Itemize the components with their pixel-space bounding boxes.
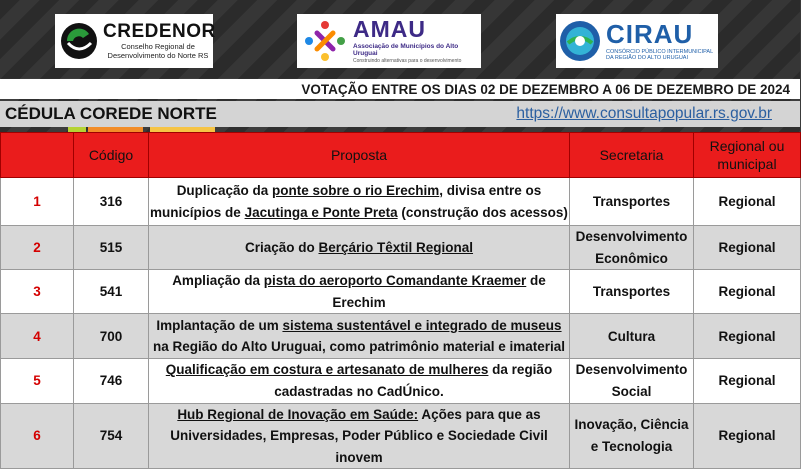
proposal-text: Ampliação da — [172, 273, 264, 289]
proposal-text: na Região do Alto Uruguai, como patrimônio material e imaterial — [152, 339, 566, 355]
proposal-highlight: Qualificação em costura e artesanato de mulheres — [165, 362, 489, 378]
header-proposal: Proposta — [149, 133, 570, 178]
header-secretariat: Secretaria — [570, 133, 694, 178]
row-number: 6 — [1, 403, 74, 469]
proposal-text: , divisa entre os municípios de — [150, 182, 542, 220]
proposal-text: (construção dos acessos) — [397, 204, 568, 220]
table-header-row — [1, 133, 801, 178]
ballot-title-band — [0, 101, 800, 127]
row-proposal — [149, 403, 570, 469]
amau-tagline: Construindo alternativas para o desenvolvimento — [353, 58, 462, 64]
row-proposal — [149, 359, 570, 403]
row-scope: Regional — [694, 178, 801, 226]
row-secretariat: Inovação, Ciência e Tecnologia — [570, 403, 694, 469]
credenor-name: CREDENOR — [103, 20, 216, 42]
proposal-highlight: sistema sustentável e integrado de museus — [282, 317, 562, 333]
row-scope: Regional — [694, 314, 801, 359]
row-proposal — [149, 314, 570, 359]
amau-logo — [297, 14, 481, 68]
proposal-highlight: ponte sobre o rio Erechim — [271, 182, 440, 198]
credenor-emblem-icon — [59, 21, 99, 61]
row-secretariat: Cultura — [570, 314, 694, 359]
amau-name: AMAU — [353, 16, 426, 42]
proposal-text: da região cadastradas no CadÚnico. — [274, 362, 553, 399]
row-number: 1 — [1, 178, 74, 226]
row-secretariat: Desenvolvimento Social — [570, 359, 694, 403]
row-scope: Regional — [694, 226, 801, 270]
row-secretariat: Transportes — [570, 270, 694, 314]
amau-people-icon — [303, 19, 347, 63]
proposal-highlight: Jacutinga e Ponte Preta — [244, 204, 398, 220]
row-number: 5 — [1, 359, 74, 403]
row-scope: Regional — [694, 270, 801, 314]
row-code: 754 — [74, 403, 149, 469]
table-row[interactable] — [1, 359, 801, 403]
row-secretariat: Transportes — [570, 178, 694, 226]
voting-period-text: VOTAÇÃO ENTRE OS DIAS 02 DE DEZEMBRO A 06 DE DEZEMBRO DE 2024 — [301, 81, 790, 97]
cirau-subtitle: CONSÓRCIO PÚBLICO INTERMUNICIPAL DA REGIÃO DO ALTO URUGUAI — [606, 48, 713, 61]
proposal-text: Duplicação da — [176, 182, 272, 198]
voting-period-band — [0, 79, 800, 99]
proposal-text: Implantação de um — [156, 317, 283, 333]
proposal-highlight: Hub Regional de Inovação em Saúde: — [177, 406, 419, 422]
website-link[interactable]: https://www.consultapopular.rs.gov.br — [516, 105, 772, 122]
row-scope: Regional — [694, 403, 801, 469]
row-proposal — [149, 226, 570, 270]
table-row[interactable] — [1, 226, 801, 270]
proposal-highlight: Berçário Têxtil Regional — [318, 239, 474, 255]
row-code: 316 — [74, 178, 149, 226]
proposal-highlight: pista do aeroporto Comandante Kraemer — [263, 273, 527, 289]
row-proposal — [149, 270, 570, 314]
proposal-text: Ações para que as Universidades, Empresas, Poder Público e Sociedade Civil inovem — [170, 406, 548, 465]
credenor-subtitle: Conselho Regional de Desenvolvimento do Norte RS — [107, 41, 209, 60]
amau-subtitle: Associação de Municípios do Alto Uruguai — [353, 43, 459, 57]
proposal-text: de Erechim — [332, 273, 546, 310]
cirau-globe-icon — [558, 19, 602, 63]
row-number: 2 — [1, 226, 74, 270]
header-code: Código — [74, 133, 149, 178]
header-scope: Regional ou municipal — [694, 133, 801, 178]
row-code: 541 — [74, 270, 149, 314]
row-code: 746 — [74, 359, 149, 403]
proposal-text: Criação do — [244, 239, 319, 255]
table-row[interactable] — [1, 314, 801, 359]
row-proposal — [149, 178, 570, 226]
ballot-title: CÉDULA COREDE NORTE — [5, 104, 217, 123]
cirau-logo — [556, 14, 718, 68]
table-row[interactable] — [1, 178, 801, 226]
table-row[interactable] — [1, 403, 801, 469]
table-row[interactable] — [1, 270, 801, 314]
proposals-table — [0, 132, 801, 469]
row-number: 4 — [1, 314, 74, 359]
row-code: 700 — [74, 314, 149, 359]
cirau-name: CIRAU — [606, 18, 694, 49]
row-scope: Regional — [694, 359, 801, 403]
credenor-logo — [55, 14, 216, 68]
row-secretariat: Desenvolvimento Econômico — [570, 226, 694, 270]
row-number: 3 — [1, 270, 74, 314]
row-code: 515 — [74, 226, 149, 270]
header-number — [1, 133, 74, 178]
